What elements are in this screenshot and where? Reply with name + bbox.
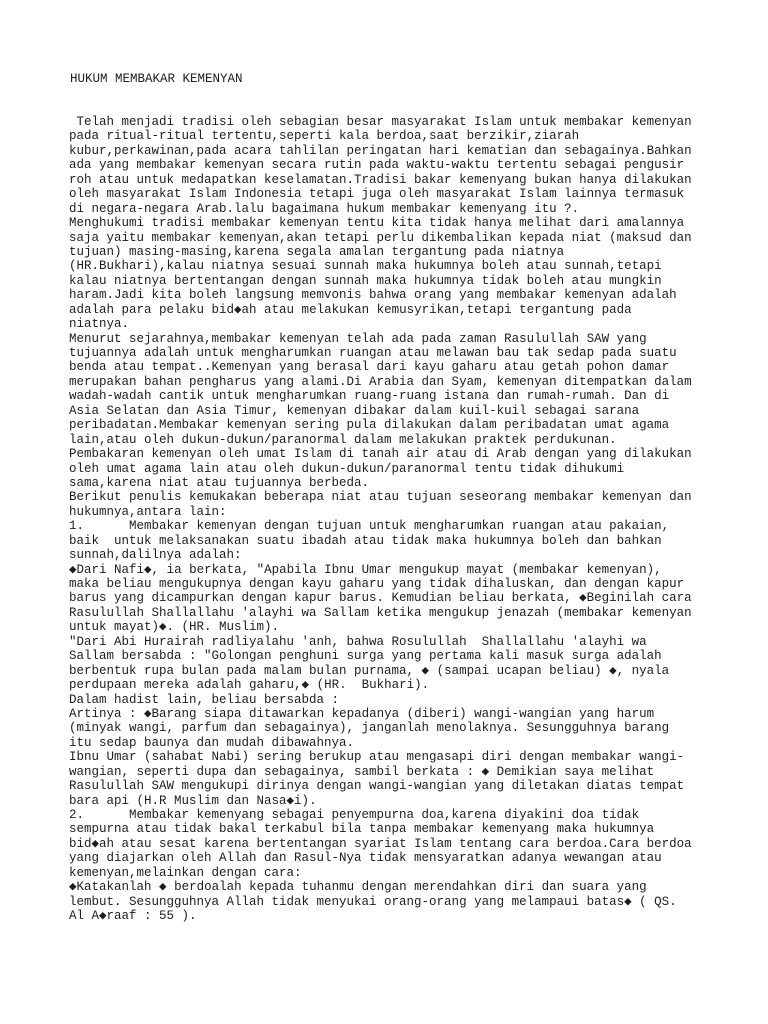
body-text-line: kemenyan,melainkan dengan cara: [69, 865, 302, 880]
body-text-line: Telah menjadi tradisi oleh sebagian besar masyarakat Islam untuk membakar kemenyan [69, 115, 692, 129]
body-text-line: 2. Membakar kemenyang sebagai penyempurna doa,karena diyakini doa tidak [69, 808, 640, 822]
body-text-line: Sallam bersabda : "Golongan penghuni surga yang pertama kali masuk surga adalah [69, 649, 662, 664]
body-text-line: (HR.Bukhari),kalau niatnya sesuai sunnah maka hukumnya boleh atau sunnah,tetapi [69, 259, 662, 274]
body-text-line: "Dari Abi Hurairah radliyalahu 'anh, bahwa Rosulullah Shallallahu 'alayhi wa [69, 634, 647, 649]
body-text-line: (minyak wangi, parfum dan sebagainya), janganlah menolaknya. Sesungguhnya barang [69, 721, 670, 736]
body-text-line: ◆Katakanlah ◆ berdoalah kepada tuhanmu dengan merendahkan diri dan suara yang [69, 880, 647, 895]
body-text-line: Rasulullah Shallallahu 'alayhi wa Sallam ketika mengukup jenazah (membakar kemenyan [69, 605, 692, 620]
body-text-line: sama,karena niat atau tujuannya berbeda. [69, 475, 370, 490]
body-text-line: kalau niatnya bertentangan dengan sunnah maka hukumnya tidak boleh atau mungkin [69, 273, 662, 288]
body-text-line: perdupaan mereka adalah gaharu,◆ (HR. Bukhari). [69, 678, 430, 693]
document-title: HUKUM MEMBAKAR KEMENYAN [70, 72, 243, 86]
body-text-line: Menghukumi tradisi membakar kemenyan tentu kita tidak hanya melihat dari amalannya [69, 216, 685, 231]
body-text-line: Artinya : ◆Barang siapa ditawarkan kepadanya (diberi) wangi-wangian yang harum [69, 706, 655, 721]
body-text-line: barus yang dicampurkan dengan kapur barus. Kemudian beliau berkata, ◆Beginilah cara [69, 591, 692, 606]
body-text-line: wadah-wadah cantik untuk mengharumkan ruang-ruang istana dan rumah-rumah. Dan di [69, 389, 670, 404]
body-text-line: itu sedap baunya dan mudah dibawahnya. [69, 735, 355, 750]
body-text-line: pada ritual-ritual tertentu,seperti kala berdoa,saat berzikir,ziarah [69, 129, 580, 144]
body-text-line: adalah para pelaku bid◆ah atau melakukan kemusyrikan,tetapi tergantung pada [69, 302, 632, 317]
body-text-line: benda atau tempat..Kemenyan yang berasal dari kayu gaharu atau getah pohon damar [69, 360, 670, 375]
body-text-line: roh atau untuk medapatkan keselamatan.Tradisi bakar kemenyang bukan hanya dilakukan [69, 172, 692, 187]
body-text-line: yang diajarkan oleh Allah dan Rasul-Nya tidak mensyaratkan adanya wewangan atau [69, 851, 662, 866]
body-text-line: tujuannya adalah untuk mengharumkan ruangan atau melawan bau tak sedap pada suatu [69, 346, 677, 360]
body-text-line: berbentuk rupa bulan pada malam bulan purnama, ◆ (sampai ucapan beliau) ◆, nyala [69, 663, 670, 678]
body-text-line: saja yaitu membakar kemenyan,akan tetapi perlu dikembalikan kepada niat (maksud dan [69, 230, 692, 245]
body-text-line: niatnya. [69, 317, 130, 332]
body-text-line: wangian, seperti dupa dan sebagainya, sambil berkata : ◆ Demikian saya melihat [69, 764, 655, 779]
body-text-line: bid◆ah atau sesat karena bertentangan syariat Islam tentang cara berdoa.Cara berdoa [69, 836, 692, 851]
body-text-line: hukumnya,antara lain: [69, 504, 227, 519]
body-text-line: peribadatan.Membakar kemenyan sering pula dilakukan dalam peribadatan umat agama [69, 418, 670, 433]
body-text-line: Rasulullah SAW mengukupi dirinya dengan wangi-wangian yang diletakan diatas tempat [69, 779, 685, 794]
body-text-line: Al A◆raaf : 55 ). [69, 909, 197, 924]
body-text-line: lain,atau oleh dukun-dukun/paranormal dalam melakukan praktek perdukunan. [69, 432, 617, 447]
body-text-line: Dalam hadist lain, beliau bersabda : [69, 692, 340, 707]
body-text-line: maka beliau mengukupnya dengan kayu gaharu yang tidak dihaluskan, dan dengan kapur [69, 577, 685, 591]
body-text-line: sempurna atau tidak bakal terkabul bila tanpa membakar kemenyang maka hukumnya [69, 822, 655, 837]
body-text-line: lembut. Sesungguhnya Allah tidak menyukai orang-orang yang melampaui batas◆ ( QS. [69, 894, 677, 909]
body-text-line: merupakan bahan pengharus yang alami.Di Arabia dan Syam, kemenyan ditempatkan dalam [69, 374, 692, 389]
body-text-line: tujuan) masing-masing,karena segala amalan tergantung pada niatnya [69, 244, 565, 259]
body-text-line: baik untuk melaksanakan suatu ibadah atau tidak maka hukumnya boleh dan bahkan [69, 533, 662, 548]
body-text-line: haram.Jadi kita boleh langsung memvonis bahwa orang yang membakar kemenyan adalah [69, 288, 677, 303]
document-body [69, 115, 759, 924]
body-text-line: bara api (H.R Muslim dan Nasa◆i). [69, 793, 317, 808]
body-text-line: oleh umat agama lain atau oleh dukun-dukun/paranormal tentu tidak dihukumi [69, 461, 625, 476]
body-text-line: oleh masyarakat Islam Indonesia tetapi juga oleh masyarakat Islam lainnya termasuk [69, 187, 685, 202]
body-text-line: Ibnu Umar (sahabat Nabi) sering berukup atau mengasapi diri dengan membakar wangi- [69, 750, 685, 765]
body-text-line: kubur,perkawinan,pada acara tahlilan peringatan hari kematian dan sebagainya.Bahkan [69, 143, 692, 158]
body-text-line: untuk mayat)◆. (HR. Muslim). [69, 620, 280, 635]
body-text-line: Asia Selatan dan Asia Timur, kemenyan dibakar dalam kuil-kuil sebagai sarana [69, 403, 640, 418]
body-text-line: Menurut sejarahnya,membakar kemenyan telah ada pada zaman Rasulullah SAW yang [69, 331, 647, 346]
body-text-line: di negara-negara Arab.lalu bagaimana hukum membakar kemenyang itu ?. [69, 201, 580, 216]
body-text-line: Pembakaran kemenyan oleh umat Islam di tanah air atau di Arab dengan yang dilakukan [69, 447, 692, 462]
body-text-line: 1. Membakar kemenyan dengan tujuan untuk mengharumkan ruangan atau pakaian, [69, 519, 670, 534]
body-text-line: Berikut penulis kemukakan beberapa niat atau tujuan seseorang membakar kemenyan dan [69, 490, 692, 505]
body-text-line: ◆Dari Nafi◆, ia berkata, "Apabila Ibnu Umar mengukup mayat (membakar kemenyan), [69, 562, 662, 577]
body-text-line: sunnah,dalilnya adalah: [69, 548, 242, 563]
body-text-line: ada yang membakar kemenyan secara rutin pada waktu-waktu tertentu sebagai pengusir [69, 158, 685, 173]
